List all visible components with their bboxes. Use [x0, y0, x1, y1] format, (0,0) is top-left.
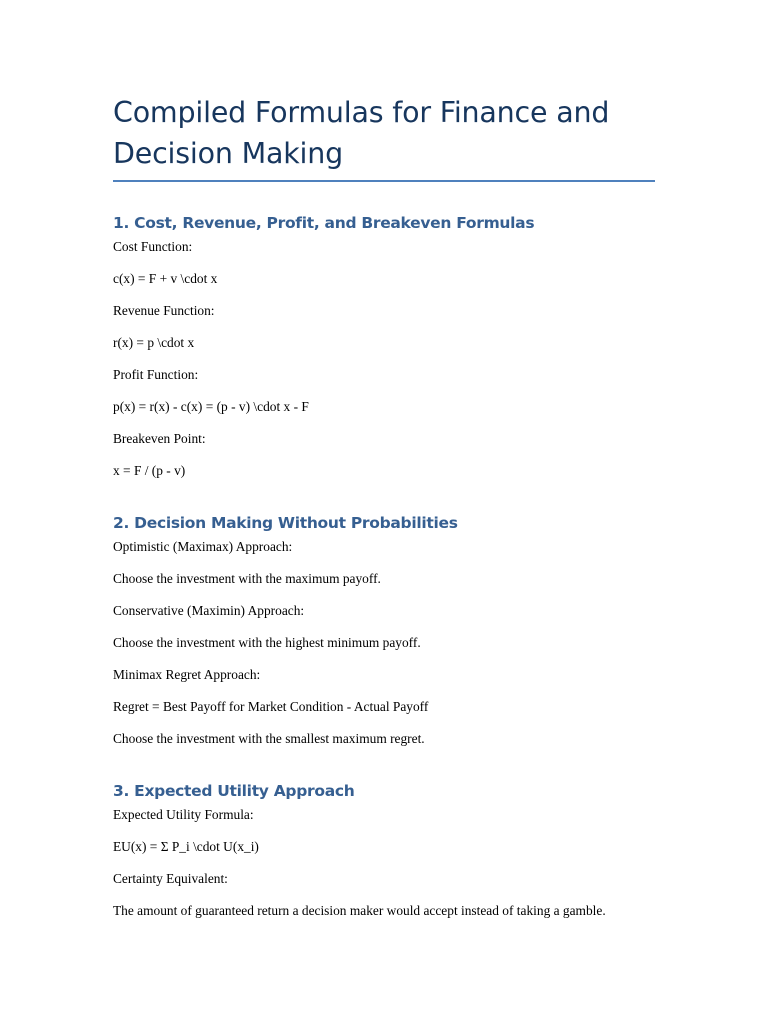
paragraph: Expected Utility Formula: — [113, 807, 254, 822]
formula-line: Regret = Best Payoff for Market Condition - Actual Payoff — [113, 699, 429, 714]
paragraph: Certainty Equivalent: — [113, 871, 228, 886]
formula-line: x = F / (p - v) — [113, 463, 186, 478]
document-title: Compiled Formulas for Finance and Decision Making — [113, 96, 610, 170]
paragraph: Choose the investment with the smallest maximum regret. — [113, 731, 425, 746]
formula-line: p(x) = r(x) - c(x) = (p - v) \cdot x - F — [113, 399, 309, 414]
formula-line: r(x) = p \cdot x — [113, 335, 195, 350]
paragraph: Minimax Regret Approach: — [113, 667, 261, 682]
paragraph: Choose the investment with the maximum payoff. — [113, 571, 381, 586]
section-heading-expected-utility: 3. Expected Utility Approach — [113, 782, 355, 800]
section-heading-cost-revenue: 1. Cost, Revenue, Profit, and Breakeven Formulas — [113, 214, 535, 232]
paragraph: Choose the investment with the highest minimum payoff. — [113, 635, 421, 650]
paragraph: Breakeven Point: — [113, 431, 206, 446]
paragraph: The amount of guaranteed return a decision maker would accept instead of taking a gamble. — [113, 903, 606, 918]
paragraph: Optimistic (Maximax) Approach: — [113, 539, 293, 554]
formula-line: c(x) = F + v \cdot x — [113, 271, 218, 286]
formula-line: EU(x) = Σ P_i \cdot U(x_i) — [113, 839, 259, 854]
title-underline — [113, 180, 655, 182]
paragraph: Cost Function: — [113, 239, 193, 254]
paragraph: Revenue Function: — [113, 303, 215, 318]
paragraph: Profit Function: — [113, 367, 199, 382]
section-heading-decision-making: 2. Decision Making Without Probabilities — [113, 514, 458, 532]
paragraph: Conservative (Maximin) Approach: — [113, 603, 305, 618]
